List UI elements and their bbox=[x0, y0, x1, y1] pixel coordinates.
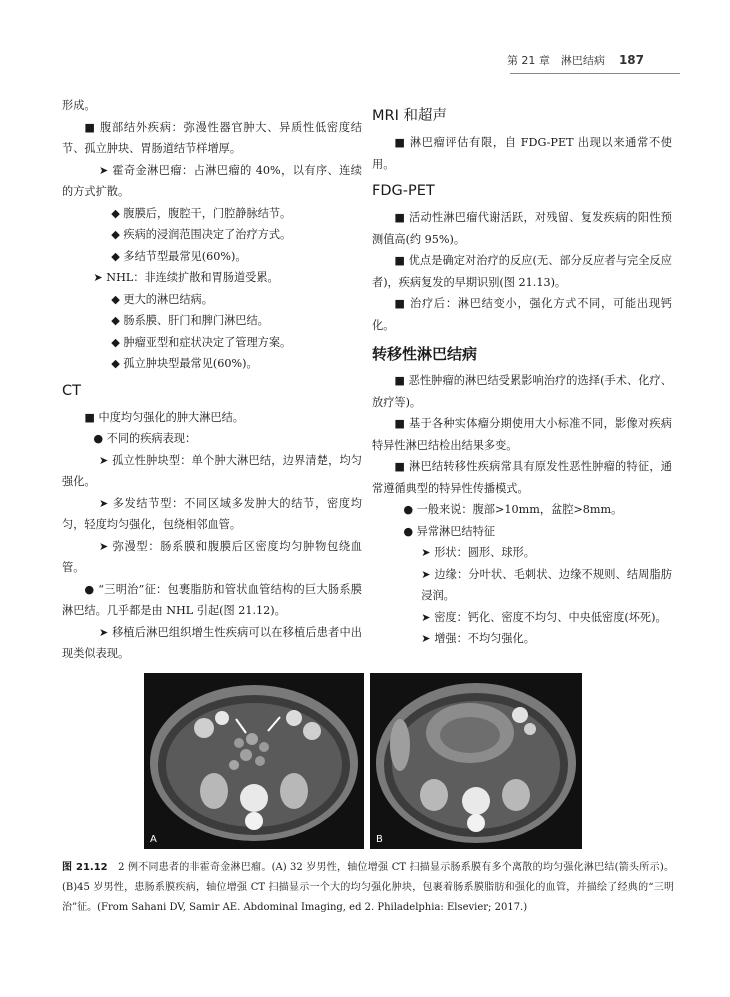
text-line: ➤ 增强：不均匀强化。 bbox=[421, 632, 535, 645]
text-line: ■ 基于各种实体瘤分期使用大小标准不同，影像对疾病特异性淋巴结检出结果多变。 bbox=[372, 417, 672, 452]
text-line: ➤ 密度：钙化、密度不均匀、中央低密度(坏死)。 bbox=[421, 610, 667, 624]
text-line: 形成。 bbox=[62, 99, 96, 112]
page-number: 187 bbox=[618, 53, 644, 67]
text-line: ■ 恶性肿瘤的淋巴结受累影响治疗的选择(手术、化疗、放疗等)。 bbox=[372, 374, 672, 409]
running-header bbox=[507, 52, 644, 68]
text-line: ➤ 形状：圆形、球形。 bbox=[421, 546, 535, 559]
text-line: ● 异常淋巴结特征 bbox=[403, 524, 495, 538]
text-line: ● 一般来说：腹部>10mm，盆腔>8mm。 bbox=[403, 503, 623, 516]
ct-image-b bbox=[370, 673, 582, 849]
ct-image-a bbox=[144, 673, 364, 849]
caption-text: 2 例不同患者的非霍奇金淋巴瘤。(A) 32 岁男性，轴位增强 CT 扫描显示肠系膜有多个离散的均匀强化淋巴结(箭头所示)。(B)45 岁男性，患肠系膜疾病，轴位增强 CT 扫描显示一个大的均匀强化肿块，包裹着肠系膜脂肪和强化的血管，并描绘了经典的“三明治”征。(From Sahani DV, Samir AE. Abdominal Imaging, ed 2. Philadelphia: Elsevier; 2017.) bbox=[62, 862, 674, 913]
text-line: ◆ 肿瘤亚型和症状决定了管理方案。 bbox=[111, 335, 292, 349]
text-line: ◆ 更大的淋巴结病。 bbox=[111, 292, 213, 306]
header-rule bbox=[510, 73, 680, 74]
section-heading-mri: MRI 和超声 bbox=[372, 108, 447, 124]
figure-caption bbox=[62, 858, 674, 918]
text-line: ◆ 孤立肿块型最常见(60%)。 bbox=[111, 357, 258, 370]
section-heading-metastatic: 转移性淋巴结病 bbox=[372, 345, 478, 363]
text-line: ■ 治疗后：淋巴结变小，强化方式不同，可能出现钙化。 bbox=[372, 297, 672, 332]
text-line: ■ 中度均匀强化的肿大淋巴结。 bbox=[84, 410, 244, 424]
section-heading-ct: CT bbox=[62, 382, 81, 399]
text-line: ➤ 霍奇金淋巴瘤：占淋巴瘤的 40%，以有序、连续的方式扩散。 bbox=[62, 163, 362, 198]
left-column bbox=[62, 95, 362, 665]
text-line: ◆ 疾病的浸润范围决定了治疗方式。 bbox=[111, 228, 292, 241]
text-line: ➤ 多发结节型：不同区域多发肿大的结节，密度均匀，轻度均匀强化，包绕相邻血管。 bbox=[62, 496, 362, 531]
figure-number: 图 21.12 bbox=[62, 862, 108, 873]
panel-label-a: A bbox=[150, 834, 157, 845]
text-line: ■ 活动性淋巴瘤代谢活跃，对残留、复发疾病的阳性预测值高(约 95%)。 bbox=[372, 211, 672, 246]
text-line: ■ 淋巴瘤评估有限，自 FDG-PET 出现以来通常不使用。 bbox=[372, 136, 672, 171]
text-line: ■ 腹部结外疾病：弥漫性器官肿大、异质性低密度结节、孤立肿块、胃肠道结节样增厚。 bbox=[62, 120, 362, 155]
chapter-title: 第 21 章 淋巴结病 bbox=[506, 54, 605, 67]
text-line: ◆ 肠系膜、肝门和脾门淋巴结。 bbox=[111, 314, 269, 327]
section-heading-pet: FDG-PET bbox=[372, 183, 435, 199]
text-line: ➤ 移植后淋巴组织增生性疾病可以在移植后患者中出现类似表现。 bbox=[62, 625, 362, 660]
figure-21-12 bbox=[144, 673, 654, 849]
text-line: ➤ 弥漫型：肠系膜和腹膜后区密度均匀肿物包绕血管。 bbox=[62, 539, 362, 574]
right-column bbox=[372, 100, 672, 650]
text-line: ◆ 多结节型最常见(60%)。 bbox=[111, 249, 247, 263]
text-line: ● 不同的疾病表现： bbox=[93, 432, 197, 445]
text-line: ➤ 孤立性肿块型：单个肿大淋巴结，边界清楚，均匀强化。 bbox=[62, 453, 362, 488]
text-line: ● “三明治”征：包裹脂肪和管状血管结构的巨大肠系膜淋巴结。几乎都是由 NHL 引起(图 21.12)。 bbox=[62, 582, 362, 617]
text-line: ■ 优点是确定对治疗的反应(无、部分反应者与完全反应者)，疾病复发的早期识别(图 21.13)。 bbox=[372, 254, 672, 289]
text-line: ◆ 腹膜后，腹腔干，门腔静脉结节。 bbox=[111, 206, 292, 220]
text-line: ➤ 边缘：分叶状、毛刺状、边缘不规则、结周脂肪浸润。 bbox=[421, 567, 672, 602]
panel-label-b: B bbox=[376, 834, 383, 845]
text-line: ➤ NHL：非连续扩散和胃肠道受累。 bbox=[93, 271, 279, 284]
text-line: ■ 淋巴结转移性疾病常具有原发性恶性肿瘤的特征，通常遵循典型的特异性传播模式。 bbox=[372, 460, 672, 495]
